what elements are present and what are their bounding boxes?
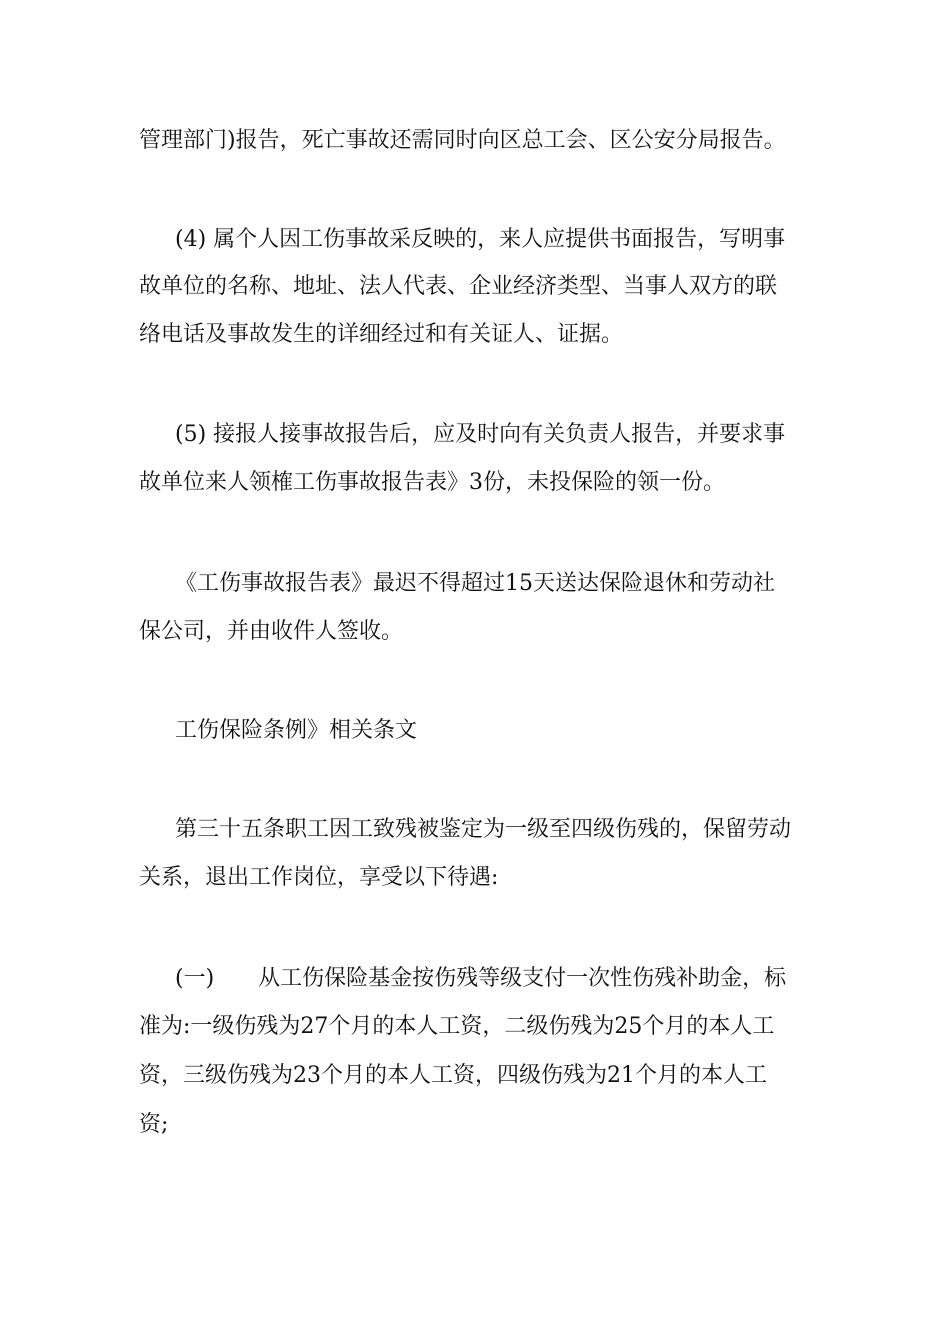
paragraph-7-line-3: 资，三级伤残为23个月的本人工资，四级伤残为21个月的本人工 <box>139 1063 767 1088</box>
paragraph-6-line-1: 第三十五条职工因工致残被鉴定为一级至四级伤残的，保留劳动 <box>175 817 792 842</box>
paragraph-3-line-2: 故单位来人领榷工伤事故报告表》3份，未投保险的领一份。 <box>139 470 725 495</box>
paragraph-3-line-1: (5) 接报人接事故报告后，应及时向有关负责人报告，并要求事 <box>175 422 786 447</box>
paragraph-7-line-4: 资; <box>139 1112 169 1137</box>
paragraph-7-line-1: (一) 从工伤保险基金按伤残等级支付一次性伤残补助金，标 <box>175 966 787 991</box>
paragraph-4-line-1: 《工伤事故报告表》最迟不得超过15天送达保险退休和劳动社 <box>175 571 775 596</box>
paragraph-6-line-2: 关系，退出工作岗位，享受以下待遇: <box>139 865 499 890</box>
paragraph-7-line-2: 准为:一级伤残为27个月的本人工资，二级伤残为25个月的本人工 <box>139 1014 775 1039</box>
paragraph-4-line-2: 保公司，并由收件人签收。 <box>139 619 404 644</box>
paragraph-1-line-1: 管理部门)报告，死亡事故还需同时向区总工会、区公安分局报告。 <box>139 128 786 153</box>
paragraph-2-line-3: 络电话及事故发生的详细经过和有关证人、证据。 <box>139 322 624 347</box>
section-heading: 工伤保险条例》相关条文 <box>175 718 418 743</box>
paragraph-2-line-1: (4) 属个人因工伤事故采反映的，来人应提供书面报告，写明事 <box>175 227 786 252</box>
paragraph-2-line-2: 故单位的名称、地址、法人代表、企业经济类型、当事人双方的联 <box>139 274 778 299</box>
